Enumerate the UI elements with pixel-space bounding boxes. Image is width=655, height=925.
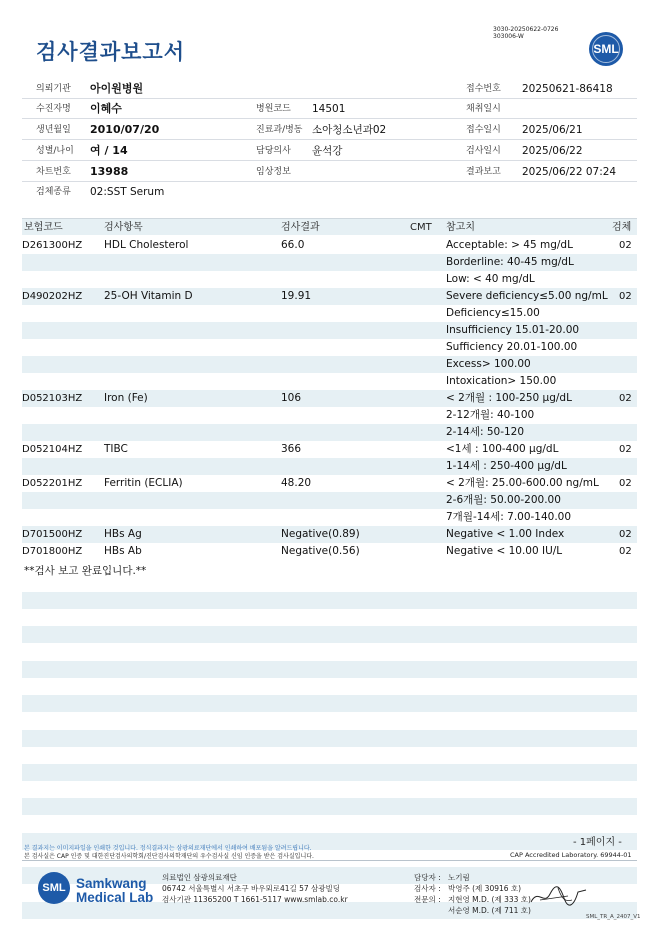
table-row bbox=[22, 373, 637, 390]
staff-value: 지현영 M.D. (제 333 호) bbox=[448, 895, 531, 904]
cell-item: Iron (Fe) bbox=[104, 392, 148, 404]
header-result: 검사결과 bbox=[281, 222, 320, 233]
org-line: 검사기관 11365200 T 1661-5117 www.smlab.co.kr bbox=[162, 895, 348, 904]
hospital-code-value: 14501 bbox=[312, 103, 346, 115]
table-row bbox=[22, 475, 637, 492]
chart-no-label: 차트번호 bbox=[36, 167, 71, 177]
page-number: - 1페이지 - bbox=[573, 837, 622, 848]
header-specimen: 검체 bbox=[612, 222, 632, 233]
organization-info bbox=[162, 872, 348, 905]
empty-row bbox=[22, 592, 637, 609]
brand-name bbox=[76, 877, 153, 905]
table-row bbox=[22, 509, 637, 526]
table-row bbox=[22, 322, 637, 339]
sex-age-label: 성별/나이 bbox=[36, 146, 74, 156]
table-row bbox=[22, 271, 637, 288]
cell-ref: 7개월-14세: 7.00-140.00 bbox=[446, 511, 572, 523]
footer-divider bbox=[22, 860, 637, 861]
info-row bbox=[22, 162, 637, 182]
header-cmt: CMT bbox=[410, 222, 432, 233]
receipt-date-value: 2025/06/21 bbox=[522, 124, 583, 136]
brand-line: Medical Lab bbox=[76, 890, 154, 905]
staff-value: 노기림 bbox=[448, 873, 470, 882]
table-row bbox=[22, 339, 637, 356]
patient-name-label: 수진자명 bbox=[36, 104, 71, 114]
staff-line bbox=[414, 905, 531, 916]
table-row bbox=[22, 407, 637, 424]
cell-ref: < 2개월 : 100-250 μg/dL bbox=[446, 392, 572, 404]
empty-row bbox=[22, 661, 637, 678]
cell-item: TIBC bbox=[104, 443, 128, 455]
info-row bbox=[22, 79, 637, 99]
cell-ref: Borderline: 40-45 mg/dL bbox=[446, 256, 574, 268]
empty-row bbox=[22, 764, 637, 781]
table-row bbox=[22, 424, 637, 441]
cell-result: 66.0 bbox=[281, 239, 305, 251]
chart-no-value: 13988 bbox=[90, 165, 129, 178]
receipt-date-label: 접수일시 bbox=[466, 125, 501, 135]
cell-ref: Excess> 100.00 bbox=[446, 358, 531, 370]
sml-footer-logo-icon: SML bbox=[38, 872, 70, 904]
table-row bbox=[22, 390, 637, 407]
cell-ref: <1세 : 100-400 μg/dL bbox=[446, 443, 559, 455]
cell-code: D701800HZ bbox=[22, 546, 83, 557]
staff-info bbox=[414, 872, 531, 916]
info-row bbox=[22, 141, 637, 161]
form-number: SML_TR_A_2407_V1 bbox=[586, 914, 641, 920]
doctor-label: 담당의사 bbox=[256, 146, 291, 156]
dept-value: 소아청소년과02 bbox=[312, 124, 387, 136]
staff-label: 전문의 : bbox=[414, 895, 441, 904]
cell-ref: Negative < 10.00 IU/L bbox=[446, 545, 563, 557]
clinical-label: 임상정보 bbox=[256, 167, 291, 177]
table-row bbox=[22, 458, 637, 475]
report-date-label: 결과보고 bbox=[466, 167, 501, 177]
cell-item: 25-OH Vitamin D bbox=[104, 290, 193, 302]
header-ref: 참고치 bbox=[446, 222, 475, 233]
document-number-line: 3030-20250622-0726 bbox=[493, 26, 559, 33]
table-row bbox=[22, 254, 637, 271]
sml-logo-icon: SML bbox=[589, 32, 623, 66]
cell-item: HBs Ag bbox=[104, 528, 142, 540]
table-row bbox=[22, 526, 637, 543]
dept-label: 진료과/병동 bbox=[256, 125, 303, 135]
info-row bbox=[22, 99, 637, 119]
empty-row bbox=[22, 695, 637, 712]
cell-result: 106 bbox=[281, 392, 302, 404]
receipt-no-label: 접수번호 bbox=[466, 84, 501, 94]
table-row bbox=[22, 237, 637, 254]
staff-line bbox=[414, 883, 531, 894]
empty-row bbox=[22, 730, 637, 747]
table-row bbox=[22, 356, 637, 373]
cell-ref: 2-14세: 50-120 bbox=[446, 426, 525, 438]
cell-item: HDL Cholesterol bbox=[104, 239, 189, 251]
cell-ref: 2-6개월: 50.00-200.00 bbox=[446, 494, 561, 506]
report-date-value: 2025/06/22 07:24 bbox=[522, 166, 617, 178]
hospital-value: 아이원병원 bbox=[90, 82, 144, 95]
cell-code: D052103HZ bbox=[22, 393, 83, 404]
hospital-code-label: 병원코드 bbox=[256, 104, 291, 114]
cell-specimen: 02 bbox=[619, 529, 632, 540]
collect-date-label: 채취일시 bbox=[466, 104, 501, 114]
cell-item: HBs Ab bbox=[104, 545, 142, 557]
doctor-value: 윤석강 bbox=[312, 145, 343, 157]
table-row bbox=[22, 288, 637, 305]
info-row bbox=[22, 182, 637, 202]
cell-ref: Low: < 40 mg/dL bbox=[446, 273, 535, 285]
cell-code: D261300HZ bbox=[22, 240, 83, 251]
cell-result: Negative(0.56) bbox=[281, 545, 360, 557]
specimen-type-label: 검체종류 bbox=[36, 187, 71, 197]
table-row bbox=[22, 305, 637, 322]
header-item: 검사항목 bbox=[104, 222, 143, 233]
cell-specimen: 02 bbox=[619, 546, 632, 557]
accreditation-note: 본 검사실은 CAP 인증 및 대한진단검사의학회/진단검사의학재단의 우수검사실 신임 인증을 받은 검사실입니다. bbox=[24, 853, 314, 860]
specimen-type-value: 02:SST Serum bbox=[90, 186, 165, 198]
cell-ref: Sufficiency 20.01-100.00 bbox=[446, 341, 578, 353]
patient-name-value: 이혜수 bbox=[90, 102, 122, 115]
cell-ref: 1-14세 : 250-400 μg/dL bbox=[446, 460, 567, 472]
cap-accreditation: CAP Accredited Laboratory. 69944-01 bbox=[510, 851, 632, 859]
cell-code: D701500HZ bbox=[22, 529, 83, 540]
cell-item: Ferritin (ECLIA) bbox=[104, 477, 183, 489]
cell-specimen: 02 bbox=[619, 478, 632, 489]
cell-ref: Negative < 1.00 Index bbox=[446, 528, 565, 540]
test-date-label: 검사일시 bbox=[466, 146, 501, 156]
sex-age-value: 여 / 14 bbox=[90, 144, 128, 157]
cell-result: Negative(0.89) bbox=[281, 528, 360, 540]
staff-line bbox=[414, 894, 531, 905]
cell-ref: Intoxication> 150.00 bbox=[446, 375, 557, 387]
document-number bbox=[493, 26, 558, 40]
document-number-line: 303006-W bbox=[493, 33, 524, 40]
image-disclaimer: 본 결과지는 이미지파일을 인쇄한 것입니다. 정식결과지는 삼광의료재단에서 인쇄하여 배포됨을 알려드립니다. bbox=[24, 845, 312, 852]
signature-icon bbox=[528, 880, 590, 910]
table-row bbox=[22, 543, 637, 560]
info-row bbox=[22, 120, 637, 140]
cell-ref: Deficiency≤15.00 bbox=[446, 307, 540, 319]
cell-specimen: 02 bbox=[619, 240, 632, 251]
hospital-label: 의뢰기관 bbox=[36, 84, 71, 94]
results-table-header bbox=[22, 218, 637, 235]
report-title: 검사결과보고서 bbox=[36, 40, 186, 64]
report-end-note: **검사 보고 완료입니다.** bbox=[24, 565, 147, 577]
table-row bbox=[22, 492, 637, 509]
org-line: 의료법인 삼광의료재단 bbox=[162, 873, 237, 882]
cell-result: 48.20 bbox=[281, 477, 312, 489]
cell-code: D052201HZ bbox=[22, 478, 83, 489]
staff-value: 박영주 (제 30916 호) bbox=[448, 884, 522, 893]
table-row bbox=[22, 441, 637, 458]
header-code: 보험코드 bbox=[24, 222, 63, 233]
cell-ref: 2-12개월: 40-100 bbox=[446, 409, 535, 421]
staff-line bbox=[414, 872, 531, 883]
org-line: 06742 서울특별시 서초구 바우뫼로41길 57 삼광빌딩 bbox=[162, 884, 341, 893]
empty-row bbox=[22, 626, 637, 643]
staff-label: 담당자 : bbox=[414, 873, 441, 882]
staff-value: 서순영 M.D. (제 711 호) bbox=[448, 906, 531, 915]
cell-ref: Acceptable: > 45 mg/dL bbox=[446, 239, 573, 251]
staff-label: 검사자 : bbox=[414, 884, 441, 893]
cell-code: D052104HZ bbox=[22, 444, 83, 455]
birth-label: 생년월일 bbox=[36, 125, 71, 135]
cell-specimen: 02 bbox=[619, 291, 632, 302]
cell-ref: Insufficiency 15.01-20.00 bbox=[446, 324, 580, 336]
cell-specimen: 02 bbox=[619, 444, 632, 455]
brand-line: Samkwang bbox=[76, 876, 147, 891]
empty-row bbox=[22, 798, 637, 815]
receipt-no-value: 20250621-86418 bbox=[522, 83, 613, 95]
cell-ref: < 2개월: 25.00-600.00 ng/mL bbox=[446, 477, 599, 489]
cell-specimen: 02 bbox=[619, 393, 632, 404]
cell-ref: Severe deficiency≤5.00 ng/mL bbox=[446, 290, 608, 302]
cell-result: 19.91 bbox=[281, 290, 312, 302]
birth-value: 2010/07/20 bbox=[90, 123, 160, 136]
cell-code: D490202HZ bbox=[22, 291, 83, 302]
test-date-value: 2025/06/22 bbox=[522, 145, 583, 157]
cell-result: 366 bbox=[281, 443, 302, 455]
